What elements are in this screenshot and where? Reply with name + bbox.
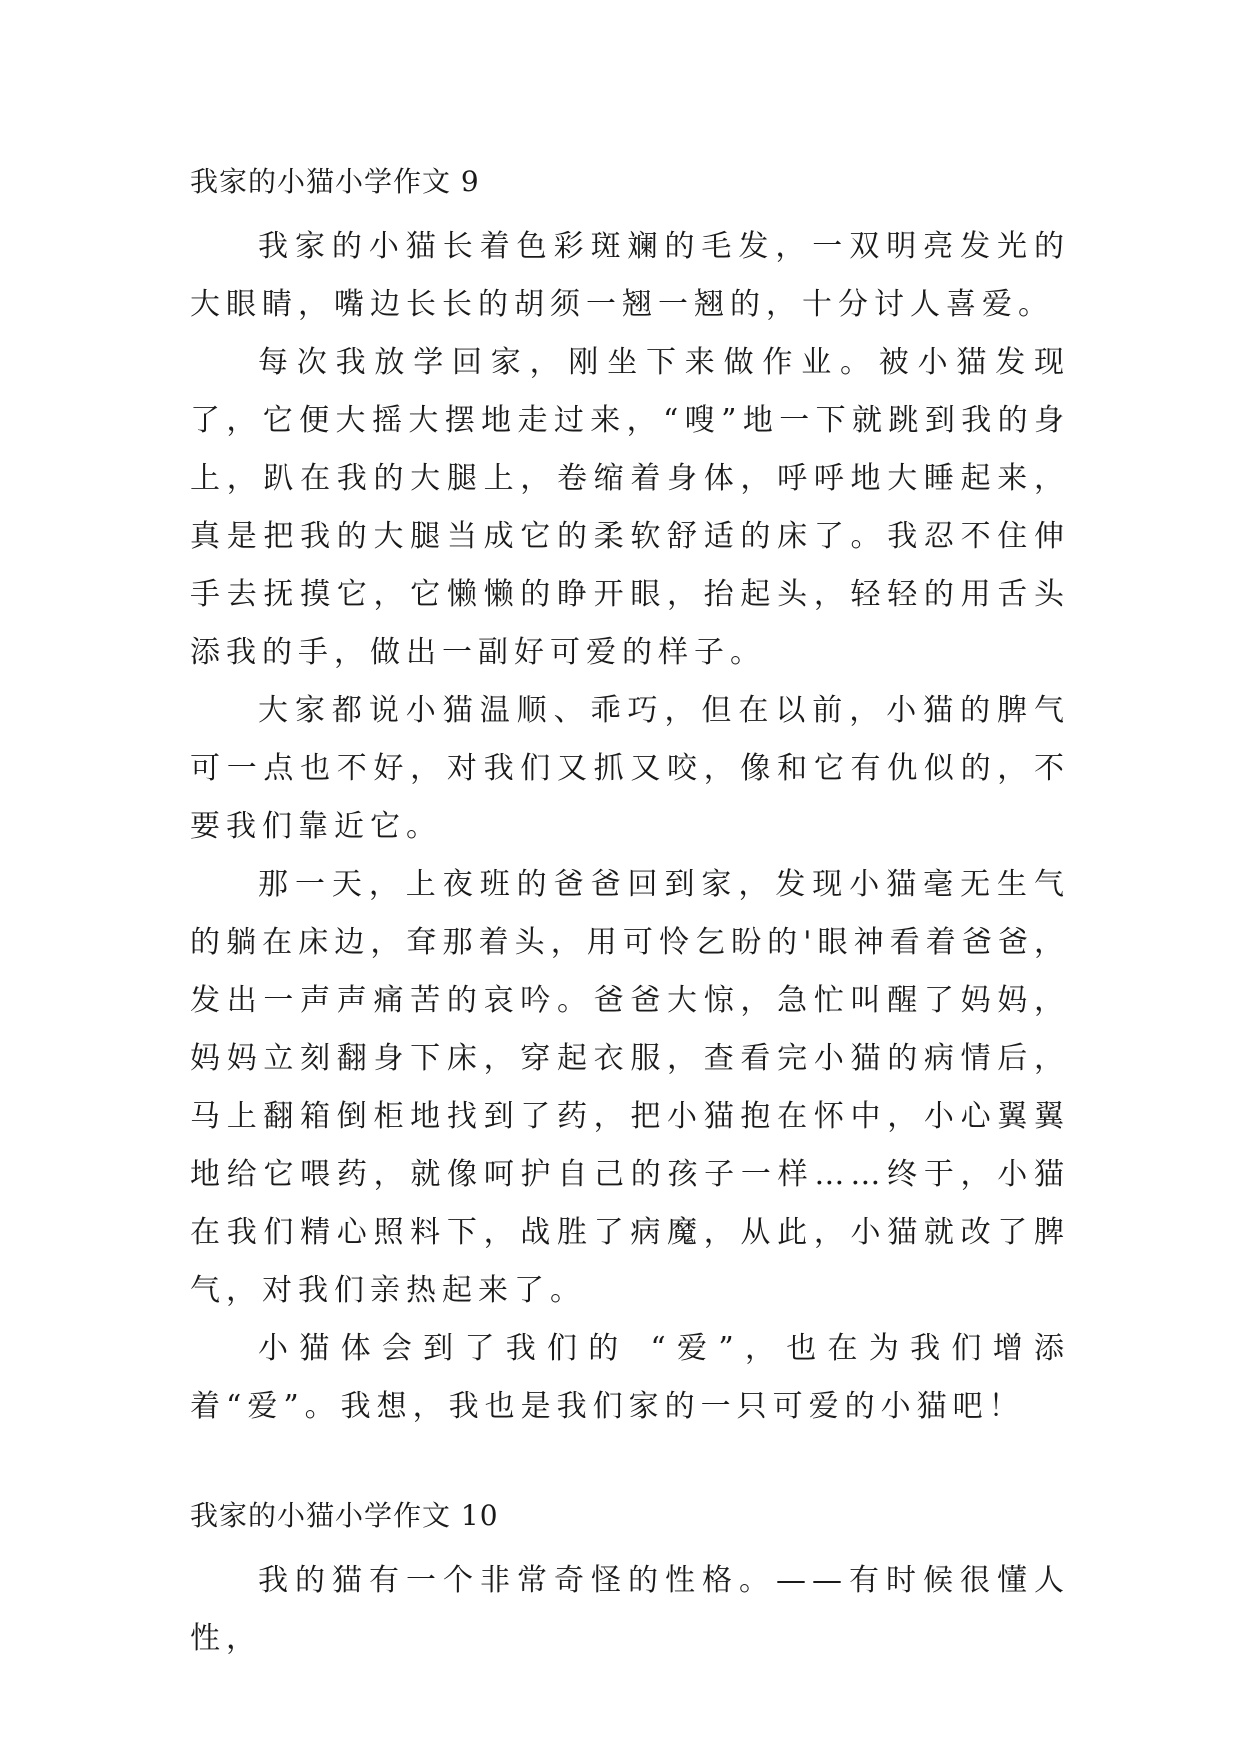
paragraph: 我家的小猫长着色彩斑斓的毛发，一双明亮发光的大眼睛，嘴边长长的胡须一翘一翘的，十分讨人喜爱。 <box>190 229 1070 322</box>
paragraph: 每次我放学回家，刚坐下来做作业。被小猫发现了，它便大摇大摆地走过来，“嗖”地一下就跳到我的身上，趴在我的大腿上，卷缩着身体，呼呼地大睡起来，真是把我的大腿当成它的柔软舒适的床了。我忍不住伸手去抚摸它，它懒懒的睁开眼，抬起头，轻轻的用舌头添我的手，做出一副好可爱的样子。 <box>190 345 1070 670</box>
document-page <box>190 160 1070 1668</box>
paragraph: 我的猫有一个非常奇怪的性格。——有时候很懂人性， <box>190 1563 1070 1656</box>
section-title: 我家的小猫小学作文 9 <box>190 165 480 198</box>
paragraph: 大家都说小猫温顺、乖巧，但在以前，小猫的脾气可一点也不好，对我们又抓又咬，像和它有仇似的，不要我们靠近它。 <box>190 693 1070 844</box>
section-title: 我家的小猫小学作文 10 <box>190 1499 499 1532</box>
section-spacer <box>190 1436 1070 1494</box>
paragraph: 小猫体会到了我们的 “爱”，也在为我们增添着“爱”。我想，我也是我们家的一只可爱的小猫吧！ <box>190 1331 1070 1424</box>
paragraph: 那一天，上夜班的爸爸回到家，发现小猫毫无生气的躺在床边，耷那着头，用可怜乞盼的'眼神看着爸爸，发出一声声痛苦的哀吟。爸爸大惊，急忙叫醒了妈妈，妈妈立刻翻身下床，穿起衣服，查看完小猫的病情后，马上翻箱倒柜地找到了药，把小猫抱在怀中，小心翼翼地给它喂药，就像呵护自己的孩子一样……终于，小猫在我们精心照料下，战胜了病魔，从此，小猫就改了脾气，对我们亲热起来了。 <box>190 867 1070 1308</box>
